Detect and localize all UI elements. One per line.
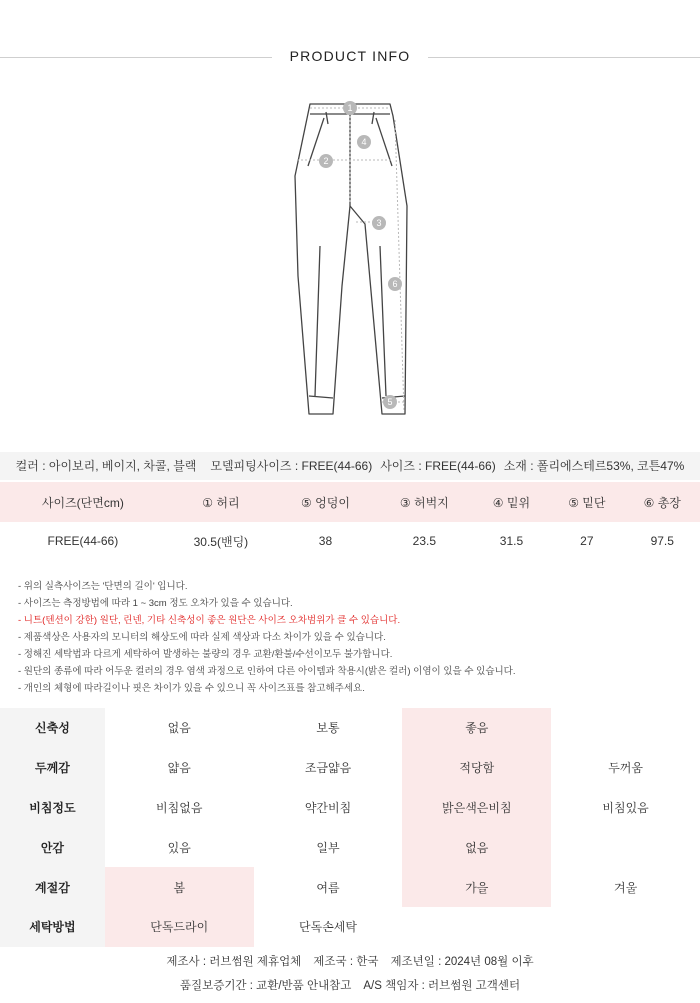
as-info: A/S 책임자 : 러브썸원 고객센터 bbox=[363, 980, 521, 992]
model-size-info: 모델피팅사이즈 : FREE(44-66) bbox=[210, 459, 373, 473]
attribute-option: 단독손세탁 bbox=[299, 920, 357, 935]
attribute-option: 조금얇음 bbox=[304, 761, 352, 776]
table-row bbox=[0, 867, 700, 907]
maker-info: 제조사 : 러브썸원 제휴업체 bbox=[166, 956, 302, 968]
attribute-option: 없음 bbox=[167, 721, 191, 736]
attribute-option: 일부 bbox=[316, 840, 340, 855]
table-row bbox=[0, 788, 700, 828]
attribute-table bbox=[0, 708, 700, 947]
marker-label-5: 5 bbox=[387, 397, 393, 407]
note-item: - 원단의 종류에 따라 어두운 컬러의 경우 염색 과정으로 인하여 다른 아이템과 착용시(밝은 컬러) 이염이 있을 수 있습니다. bbox=[18, 666, 516, 677]
marker-label-4: 4 bbox=[361, 137, 367, 147]
attribute-option: 약간비침 bbox=[304, 800, 352, 815]
size-header-cell: ⑤ 엉덩이 bbox=[276, 482, 375, 522]
size-header-cell: ① 허리 bbox=[166, 482, 276, 522]
attribute-option: 적당함 bbox=[402, 748, 551, 788]
size-table bbox=[0, 482, 700, 560]
size-table-header bbox=[0, 482, 700, 522]
section-header bbox=[0, 46, 700, 68]
attribute-option: 가을 bbox=[402, 867, 551, 907]
attribute-option bbox=[402, 907, 551, 947]
marker-label-6: 6 bbox=[392, 279, 398, 289]
table-row bbox=[0, 708, 700, 748]
attribute-option bbox=[551, 827, 700, 867]
attribute-option: 없음 bbox=[402, 827, 551, 867]
size-cell: 30.5(밴딩) bbox=[193, 534, 249, 549]
attribute-option: 여름 bbox=[316, 880, 340, 895]
attribute-option: 좋음 bbox=[402, 708, 551, 748]
attribute-label: 비침정도 bbox=[0, 788, 105, 828]
note-item: - 제품색상은 사용자의 모니터의 해상도에 따라 실제 색상과 다소 차이가 있을 수 있습니다. bbox=[18, 632, 386, 643]
marker-label-1: 1 bbox=[347, 103, 353, 113]
attribute-option: 봄 bbox=[105, 867, 254, 907]
attribute-label: 두께감 bbox=[0, 748, 105, 788]
table-row bbox=[0, 522, 700, 560]
size-cell: FREE(44-66) bbox=[47, 534, 119, 548]
color-info: 컬러 : 아이보리, 베이지, 차콜, 블랙 bbox=[15, 459, 197, 473]
pants-outline bbox=[295, 104, 407, 414]
attribute-option: 있음 bbox=[167, 840, 191, 855]
attribute-option: 겨울 bbox=[614, 880, 638, 895]
size-header-cell: ⑤ 밑단 bbox=[549, 482, 624, 522]
footer-line-2 bbox=[0, 974, 700, 998]
attribute-label: 안감 bbox=[0, 827, 105, 867]
size-header-cell: ⑥ 총장 bbox=[625, 482, 700, 522]
attribute-option: 얇음 bbox=[167, 761, 191, 776]
size-cell: 31.5 bbox=[499, 534, 524, 548]
note-item: - 개인의 체형에 따라길이나 핏은 차이가 있을 수 있으니 꼭 사이즈표를 참고해주세요. bbox=[18, 683, 365, 694]
footer-line-1 bbox=[0, 950, 700, 974]
attribute-option: 밝은색은비침 bbox=[402, 788, 551, 828]
attribute-option: 두꺼움 bbox=[608, 761, 643, 776]
size-cell: 27 bbox=[580, 534, 594, 548]
note-item: - 위의 실측사이즈는 '단면의 길이' 입니다. bbox=[18, 581, 188, 592]
attribute-option bbox=[551, 907, 700, 947]
size-header-cell: ④ 밑위 bbox=[474, 482, 549, 522]
size-cell: 38 bbox=[318, 534, 333, 548]
table-row bbox=[0, 907, 700, 947]
size-info: 사이즈 : FREE(44-66) bbox=[380, 459, 496, 473]
size-header-cell: ③ 허벅지 bbox=[375, 482, 474, 522]
pants-diagram bbox=[280, 96, 420, 426]
notes-list bbox=[18, 578, 698, 697]
marker-label-2: 2 bbox=[323, 156, 329, 166]
material-info: 소재 : 폴리에스테르53%, 코튼47% bbox=[503, 459, 685, 473]
page-title: PRODUCT INFO bbox=[289, 48, 411, 64]
note-item: - 정해진 세탁법과 다르게 세탁하여 발생하는 불량의 경우 교환/환불/수선이모두 불가합니다. bbox=[18, 649, 393, 660]
size-cell: 97.5 bbox=[650, 534, 674, 548]
table-row bbox=[0, 748, 700, 788]
product-info-bar bbox=[0, 452, 700, 480]
size-header-cell: 사이즈(단면cm) bbox=[0, 482, 166, 522]
divider-right bbox=[428, 57, 700, 58]
attribute-option: 비침있음 bbox=[602, 800, 649, 815]
attribute-option: 비침없음 bbox=[156, 800, 203, 815]
attribute-label: 세탁방법 bbox=[0, 907, 105, 947]
attribute-label: 신축성 bbox=[0, 708, 105, 748]
table-row bbox=[0, 827, 700, 867]
size-cell: 23.5 bbox=[412, 534, 436, 548]
attribute-option: 보통 bbox=[316, 721, 340, 736]
attribute-option bbox=[551, 708, 700, 748]
note-item-warning: - 니트(텐션이 강한) 원단, 린넨, 기타 신축성이 좋은 원단은 사이즈 오차범위가 클 수 있습니다. bbox=[18, 615, 401, 626]
date-info: 제조년일 : 2024년 08월 이후 bbox=[390, 956, 534, 968]
note-item: - 사이즈는 측정방법에 따라 1 ~ 3cm 정도 오차가 있을 수 있습니다. bbox=[18, 598, 293, 609]
attribute-option: 단독드라이 bbox=[105, 907, 254, 947]
warranty-info: 품질보증기간 : 교환/반품 안내참고 bbox=[179, 980, 352, 992]
marker-label-3: 3 bbox=[376, 218, 382, 228]
footer bbox=[0, 950, 700, 998]
country-info: 제조국 : 한국 bbox=[313, 956, 379, 968]
attribute-label: 계절감 bbox=[0, 867, 105, 907]
